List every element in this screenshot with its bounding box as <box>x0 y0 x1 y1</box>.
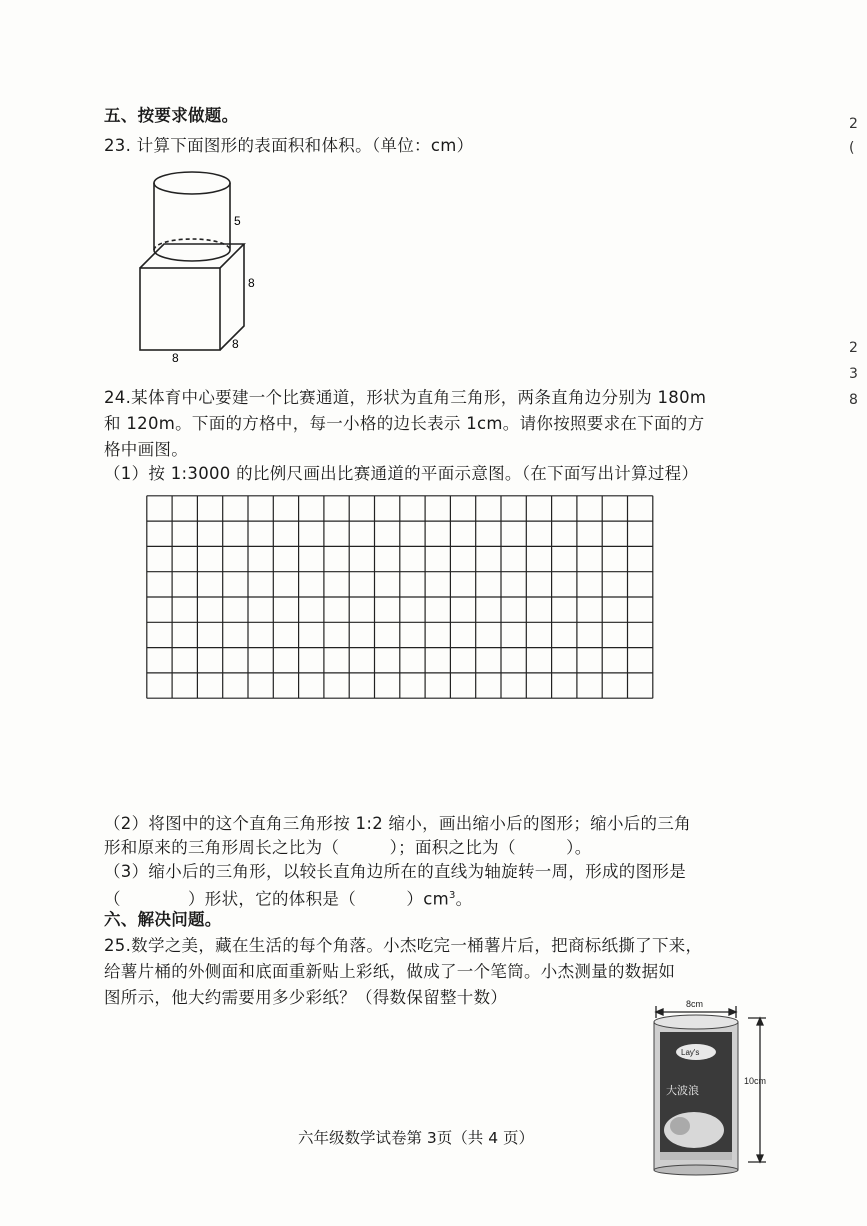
section-heading-5: 五、按要求做题。 <box>104 106 239 125</box>
brand-text: Lay's <box>681 1048 700 1057</box>
margin-char-1: 2 <box>849 116 858 132</box>
cylinder-top-ellipse <box>154 172 230 194</box>
margin-char-5: 8 <box>849 392 858 408</box>
label-can-height: 10cm <box>744 1076 767 1086</box>
cube-right-face <box>220 244 244 350</box>
question-24-part2-line1: （2）将图中的这个直角三角形按 1:2 缩小，画出缩小后的图形；缩小后的三角 <box>104 814 691 833</box>
question-25-line3: 图所示，他大约需要用多少彩纸？（得数保留整十数） <box>104 988 508 1007</box>
cube-superscript: 3 <box>448 890 456 901</box>
label-can-width: 8cm <box>686 999 704 1009</box>
cylinder-bottom-front <box>154 250 230 261</box>
question-23: 23. 计算下面图形的表面积和体积。（单位：cm） <box>104 136 474 155</box>
question-24-part2-line2: 形和原来的三角形周长之比为（ ）；面积之比为（ ）。 <box>104 838 592 857</box>
margin-char-4: 3 <box>849 366 858 382</box>
cube-front-face <box>140 268 220 350</box>
question-25-line2: 给薯片桶的外侧面和底面重新贴上彩纸，做成了一个笔筒。小杰测量的数据如 <box>104 962 676 981</box>
label-cyl-height: 5 <box>234 214 241 228</box>
part3-text-b: 。 <box>455 889 473 909</box>
figure-cylinder-on-cube <box>128 170 288 370</box>
question-25-line1: 25.数学之美，藏在生活的每个角落。小杰吃完一桶薯片后，把商标纸撕了下来， <box>104 936 703 955</box>
label-cube-width: 8 <box>172 351 179 365</box>
question-24-part1: （1）按 1:3000 的比例尺画出比赛通道的平面示意图。（在下面写出计算过程） <box>104 464 699 483</box>
chip-can-figure <box>648 999 798 1182</box>
margin-char-3: 2 <box>849 340 858 356</box>
question-24-line3: 格中画图。 <box>104 440 188 459</box>
label-cube-depth: 8 <box>232 337 239 351</box>
section-heading-6: 六、解决问题。 <box>104 910 222 929</box>
part3-text-a: （ ）形状，它的体积是（ ）cm <box>104 889 449 909</box>
flavor-text: 大波浪 <box>666 1085 699 1097</box>
label-cube-height: 8 <box>248 276 255 290</box>
page-footer: 六年级数学试卷第 3页（共 4 页） <box>298 1129 535 1147</box>
question-24-line1: 24.某体育中心要建一个比赛通道，形状为直角三角形，两条直角边分别为 180m <box>104 388 707 407</box>
can-lid <box>654 1015 738 1029</box>
question-24-line2: 和 120m。下面的方格中，每一小格的边长表示 1cm。请你按照要求在下面的方 <box>104 414 705 433</box>
margin-char-2: ( <box>849 140 855 156</box>
question-24-part3-line1: （3）缩小后的三角形，以较长直角边所在的直线为轴旋转一周，形成的图形是 <box>104 862 686 881</box>
drawing-grid[interactable] <box>146 495 652 699</box>
